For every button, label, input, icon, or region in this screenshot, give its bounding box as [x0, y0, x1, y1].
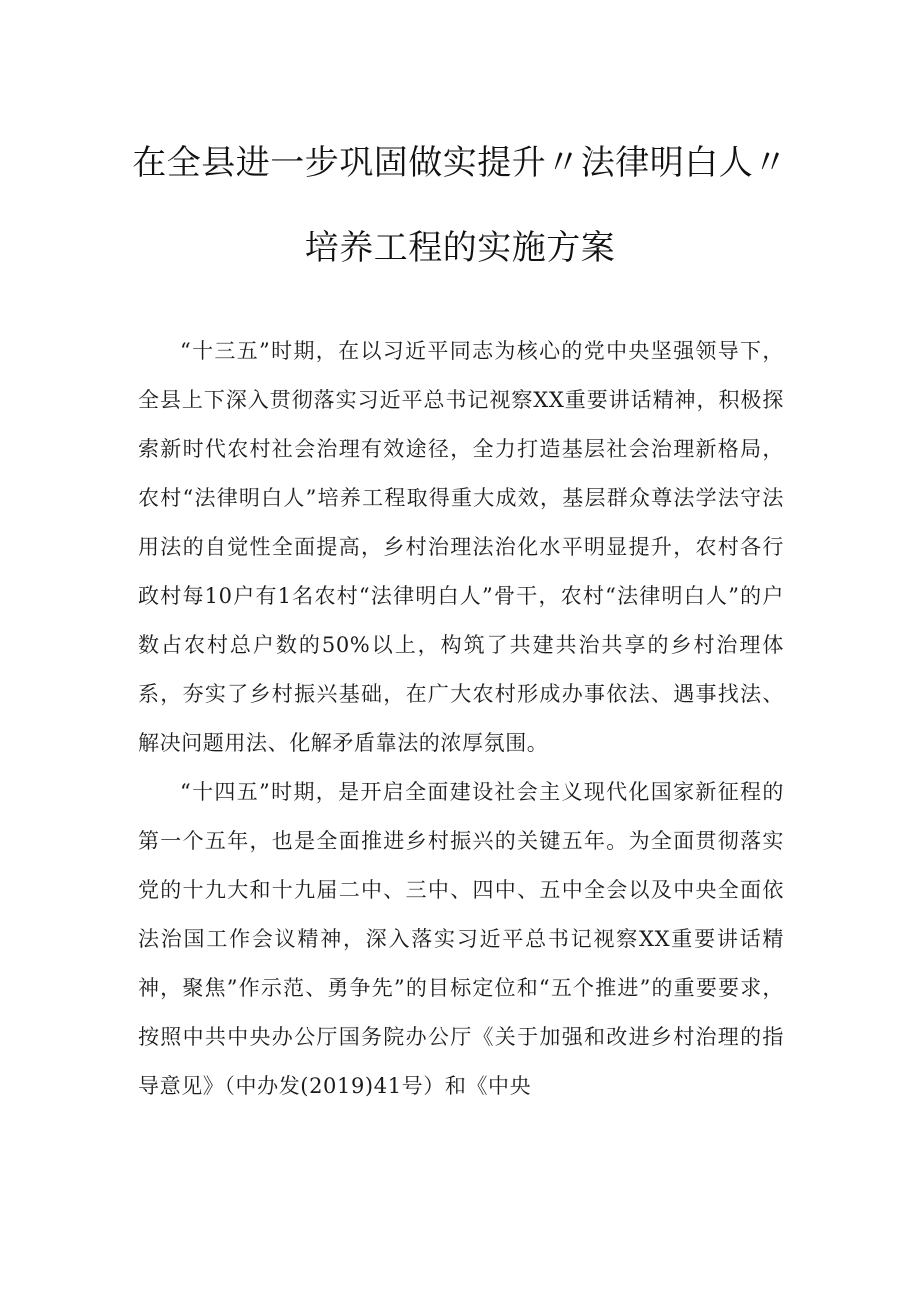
- document-body: [138, 327, 784, 1111]
- paragraph-2: “十四五”时期，是开启全面建设社会主义现代化国家新征程的第一个五年，也是全面推进乡村振兴的关键五年。为全面贯彻落实党的十九大和十九届二中、三中、四中、五中全会以及中央全面依法治国工作会议精神，深入落实习近平总书记视察XX重要讲话精神，聚焦”作示范、勇争先”的目标定位和“五个推进”的重要要求，按照中共中央办公厅国务院办公厅《关于加强和改进乡村治理的指导意见》（中办发(2019)41号）和《中央: [138, 780, 784, 1098]
- paragraph-1: “十三五”时期，在以习近平同志为核心的党中央坚强领导下，全县上下深入贯彻落实习近平总书记视察XX重要讲话精神，积极探索新时代农村社会治理有效途径，全力打造基层社会治理新格局，农村“法律明白人”培养工程取得重大成效，基层群众尊法学法守法用法的自觉性全面提高，乡村治理法治化水平明显提升，农村各行政村每10户有1名农村“法律明白人”骨干，农村“法律明白人”的户数占农村总户数的50%以上，构筑了共建共治共享的乡村治理体系，夯实了乡村振兴基础，在广大农村形成办事依法、遇事找法、解决问题用法、化解矛盾靠法的浓厚氛围。: [138, 339, 784, 755]
- document-title-line-1: 在全县进一步巩固做实提升〃法律明白人〃: [132, 143, 788, 183]
- document-title-line-2: 培养工程的实施方案: [304, 228, 616, 268]
